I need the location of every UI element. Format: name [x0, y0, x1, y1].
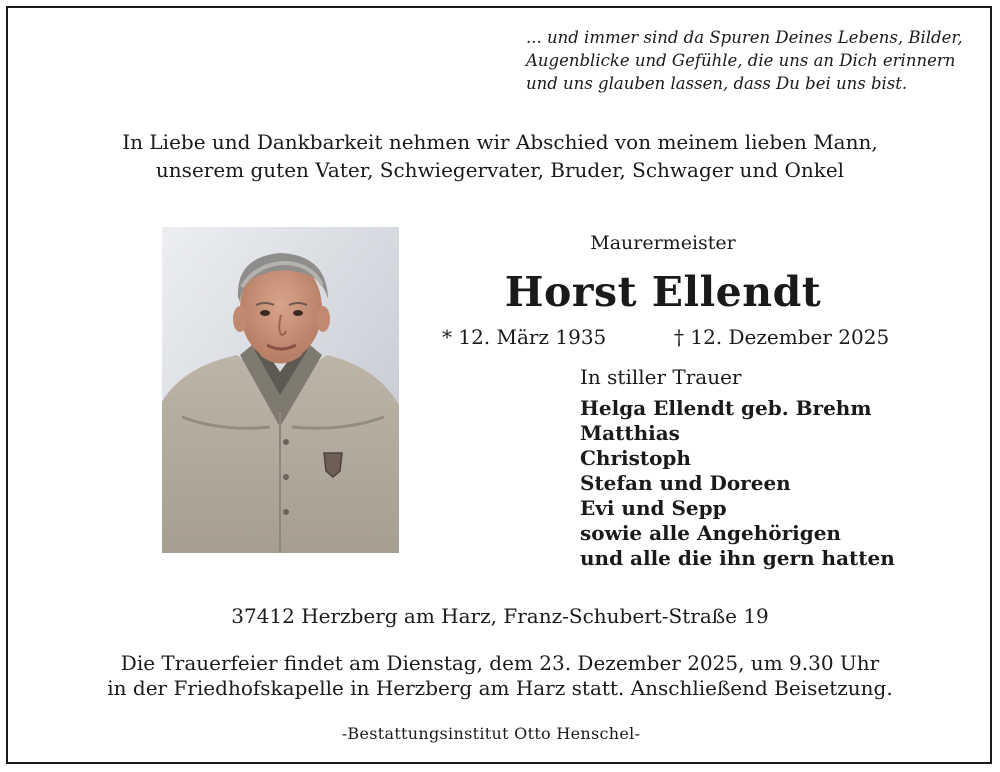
mourner-name: Matthias	[580, 421, 680, 445]
deceased-name: Horst Ellendt	[504, 268, 822, 316]
memorial-poem: ... und immer sind da Spuren Deines Lebens, Bilder, Augenblicke und Gefühle, die uns an Dich erinnern und uns glauben lassen, dass Du bei uns bist.	[526, 28, 963, 93]
farewell-intro: In Liebe und Dankbarkeit nehmen wir Abschied von meinem lieben Mann, unserem guten Vater, Schwiegervater, Bruder, Schwager und Onkel	[122, 130, 878, 182]
mourner-name: Stefan und Doreen	[580, 471, 791, 495]
undertaker-credit: -Bestattungsinstitut Otto Henschel-	[341, 724, 641, 743]
mourning-heading: In stiller Trauer	[580, 365, 742, 389]
mourner-name: und alle die ihn gern hatten	[580, 546, 895, 570]
mourners-list	[580, 396, 895, 571]
service-details: Die Trauerfeier findet am Dienstag, dem 23. Dezember 2025, um 9.30 Uhr in der Friedhofskapelle in Herzberg am Harz statt. Anschließend Beisetzung.	[107, 651, 893, 700]
mourner-name: Christoph	[580, 446, 691, 470]
birth-date: * 12. März 1935	[442, 325, 607, 349]
occupation: Maurermeister	[590, 232, 736, 254]
mourner-name: Evi und Sepp	[580, 496, 727, 520]
death-date: † 12. Dezember 2025	[674, 325, 890, 349]
mourner-name: Helga Ellendt geb. Brehm	[580, 396, 872, 420]
portrait-photo	[162, 227, 399, 553]
family-address: 37412 Herzberg am Harz, Franz-Schubert-Straße 19	[231, 604, 769, 628]
mourner-name: sowie alle Angehörigen	[580, 521, 841, 545]
